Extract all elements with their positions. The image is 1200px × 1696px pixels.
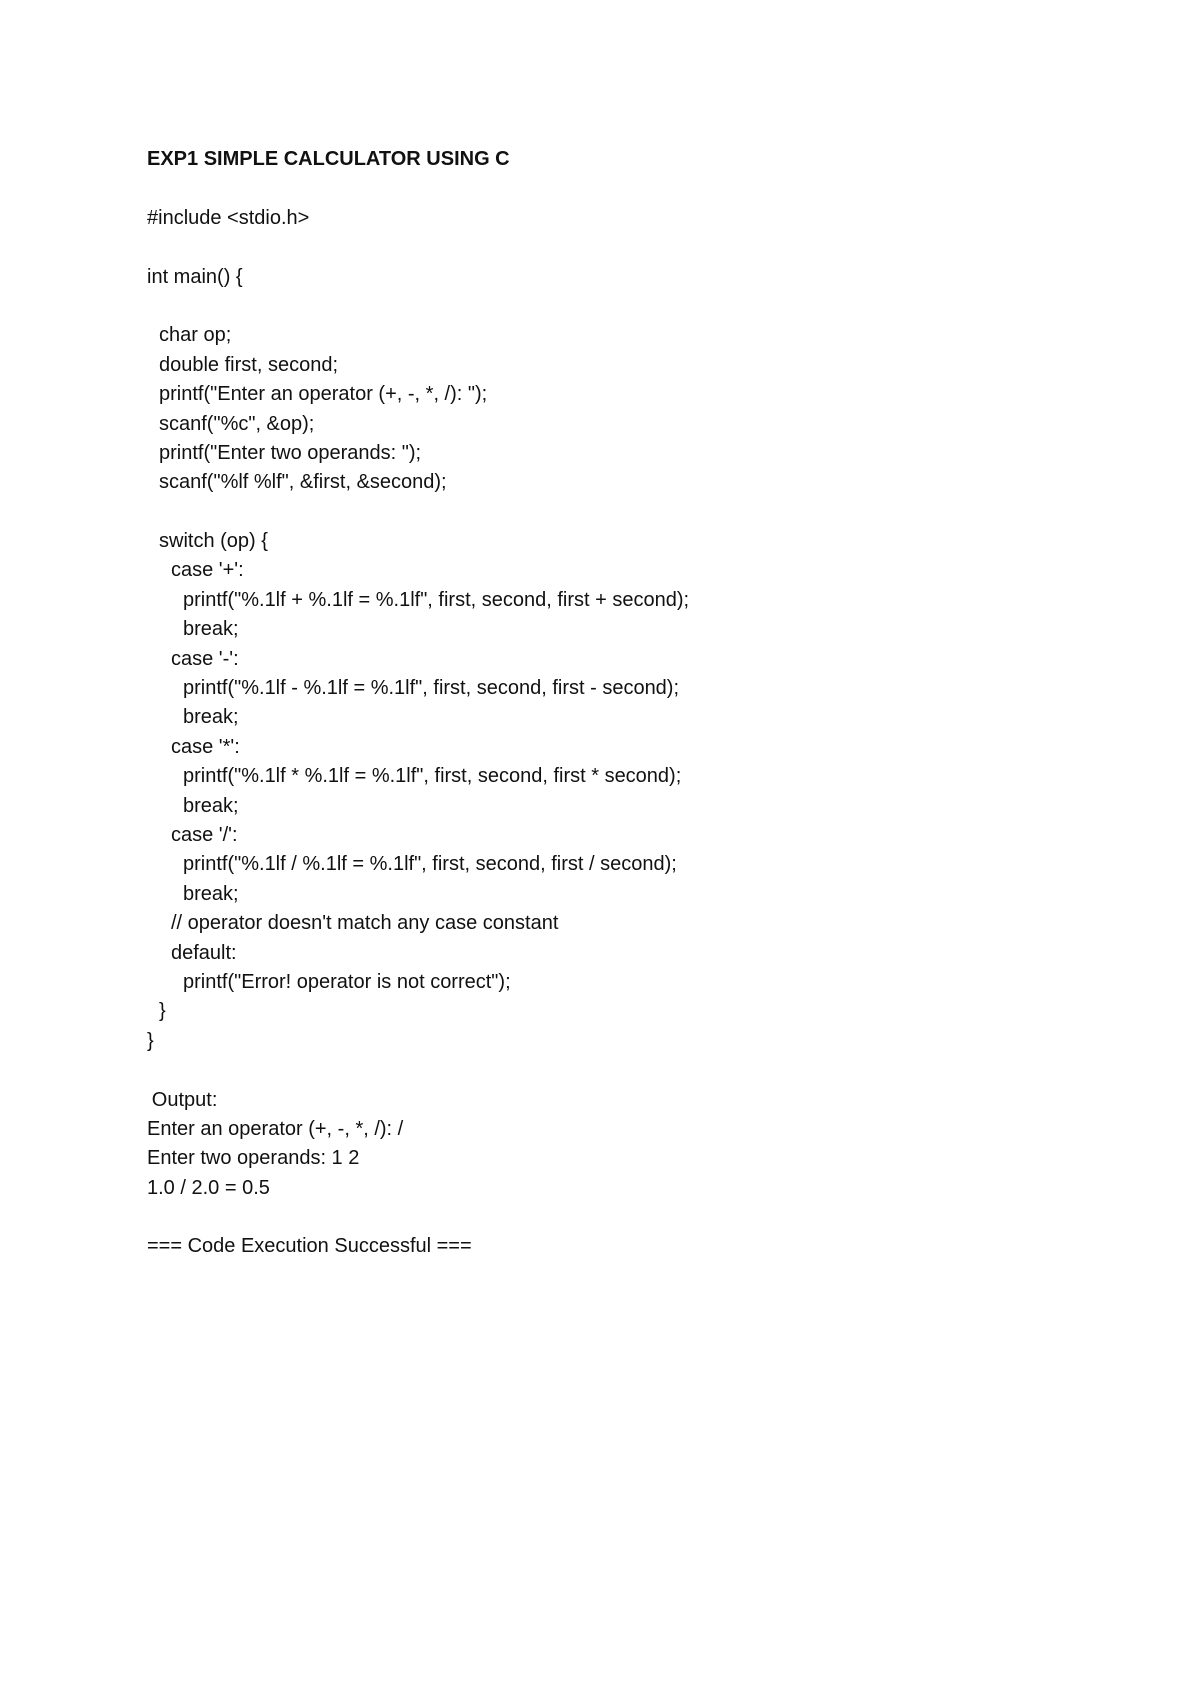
blank-line bbox=[147, 174, 689, 203]
code-line: printf("%.1lf * %.1lf = %.1lf", first, second, first * second); bbox=[183, 765, 682, 788]
document-page bbox=[147, 145, 689, 1262]
code-line: scanf("%c", &op); bbox=[159, 412, 315, 435]
code-line: Enter an operator (+, -, *, /): / bbox=[147, 1117, 404, 1140]
code-line: case '-': bbox=[171, 647, 239, 670]
code-line: printf("Enter two operands: "); bbox=[159, 441, 422, 464]
code-line: printf("Error! operator is not correct"); bbox=[183, 970, 511, 993]
code-line: switch (op) { bbox=[159, 530, 268, 553]
code-line: int main() { bbox=[147, 265, 243, 288]
code-line: case '*': bbox=[171, 735, 240, 758]
code-line: printf("%.1lf / %.1lf = %.1lf", first, second, first / second); bbox=[183, 853, 677, 876]
code-line: case '+': bbox=[171, 559, 244, 582]
code-line: printf("%.1lf - %.1lf = %.1lf", first, second, first - second); bbox=[183, 677, 680, 700]
document-title: EXP1 SIMPLE CALCULATOR USING C bbox=[147, 148, 510, 170]
code-line: printf("%.1lf + %.1lf = %.1lf", first, second, first + second); bbox=[183, 588, 690, 611]
code-line: === Code Execution Successful === bbox=[147, 1235, 472, 1258]
code-line: break; bbox=[183, 882, 239, 905]
blank-line bbox=[147, 1056, 689, 1085]
blank-line bbox=[147, 1203, 689, 1232]
code-line: scanf("%lf %lf", &first, &second); bbox=[159, 471, 447, 494]
code-line: Enter two operands: 1 2 bbox=[147, 1147, 360, 1170]
code-line: } bbox=[159, 1000, 166, 1023]
code-listing bbox=[147, 174, 689, 1261]
code-line: break; bbox=[183, 706, 239, 729]
blank-line bbox=[147, 498, 689, 527]
code-line: #include <stdio.h> bbox=[147, 206, 310, 229]
code-line: break; bbox=[183, 618, 239, 641]
code-line: double first, second; bbox=[159, 353, 338, 376]
code-line: default: bbox=[171, 941, 237, 964]
blank-line bbox=[147, 292, 689, 321]
code-line: 1.0 / 2.0 = 0.5 bbox=[147, 1176, 270, 1199]
code-line: break; bbox=[183, 794, 239, 817]
code-line: case '/': bbox=[171, 823, 238, 846]
code-line: } bbox=[147, 1029, 154, 1052]
code-line: char op; bbox=[159, 324, 232, 347]
code-line: Output: bbox=[151, 1088, 218, 1111]
blank-line bbox=[147, 233, 689, 262]
code-line: // operator doesn't match any case constant bbox=[171, 912, 559, 935]
code-line: printf("Enter an operator (+, -, *, /): "); bbox=[159, 383, 488, 406]
